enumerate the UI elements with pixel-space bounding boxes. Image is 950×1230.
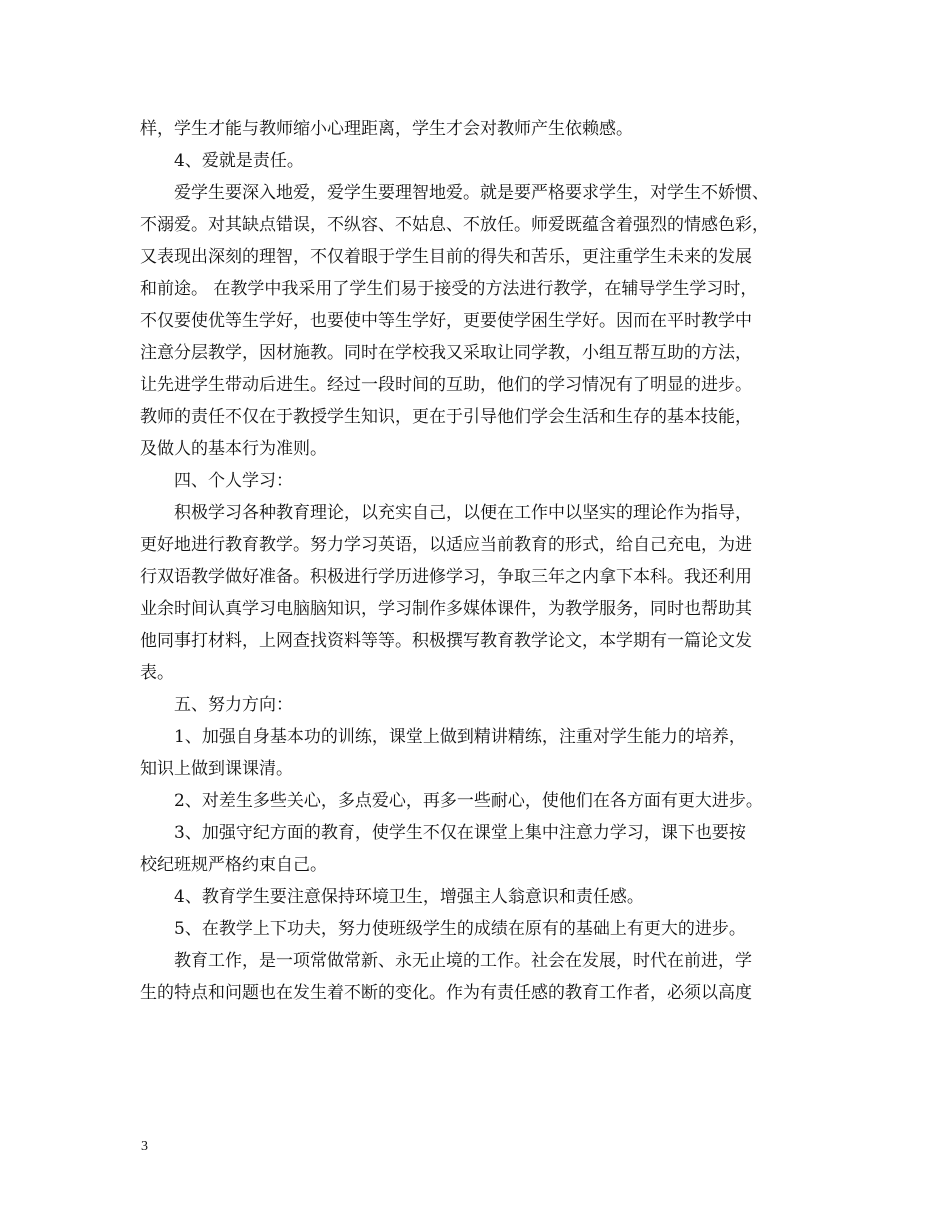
text-line: 又表现出深刻的理智，不仅着眼于学生目前的得失和苦乐，更注重学生未来的发展 <box>140 247 752 267</box>
text-line: 和前途。 在教学中我采用了学生们易于接受的方法进行教学，在辅导学生学习时， <box>140 279 758 299</box>
section-heading: 四、个人学习： <box>174 471 293 491</box>
body-text <box>140 113 820 1009</box>
text-line: 教师的责任不仅在于教授学生知识，更在于引导他们学会生活和生存的基本技能， <box>140 407 752 427</box>
text-line: 4、爱就是责任。 <box>174 151 304 171</box>
text-line: 他同事打材料，上网查找资料等等。积极撰写教育教学论文，本学期有一篇论文发 <box>140 631 752 651</box>
text-line: 行双语教学做好准备。积极进行学历进修学习，争取三年之内拿下本科。我还利用 <box>140 567 752 587</box>
text-line: 生的特点和问题也在发生着不断的变化。作为有责任感的教育工作者，必须以高度 <box>140 983 752 1003</box>
list-item: 1、加强自身基本功的训练，课堂上做到精讲精练，注重对学生能力的培养， <box>174 727 746 747</box>
text-line: 不仅要使优等生学好，也要使中等生学好，更要使学困生学好。因而在平时教学中 <box>140 311 752 331</box>
text-line: 校纪班规严格约束自己。 <box>140 855 327 875</box>
text-line: 表。 <box>140 663 174 683</box>
text-line: 知识上做到课课清。 <box>140 759 293 779</box>
text-line: 样，学生才能与教师缩小心理距离，学生才会对教师产生依赖感。 <box>140 119 633 139</box>
text-line: 不溺爱。对其缺点错误，不纵容、不姑息、不放任。师爱既蕴含着强烈的情感色彩， <box>140 215 769 235</box>
text-line: 业余时间认真学习电脑脑知识，学习制作多媒体课件，为教学服务，同时也帮助其 <box>140 599 752 619</box>
list-item: 5、在教学上下功夫，努力使班级学生的成绩在原有的基础上有更大的进步。 <box>174 919 746 939</box>
text-line: 注意分层教学，因材施教。同时在学校我又采取让同学教，小组互帮互助的方法， <box>140 343 752 363</box>
list-item: 2、对差生多些关心，多点爱心，再多一些耐心，使他们在各方面有更大进步。 <box>174 791 763 811</box>
text-line: 积极学习各种教育理论，以充实自己，以便在工作中以坚实的理论作为指导， <box>174 503 752 523</box>
text-line: 及做人的基本行为准则。 <box>140 439 327 459</box>
page-number: 3 <box>141 1139 148 1154</box>
text-line: 爱学生要深入地爱，爱学生要理智地爱。就是要严格要求学生，对学生不娇惯、 <box>174 183 769 203</box>
text-line: 更好地进行教育教学。努力学习英语，以适应当前教育的形式，给自己充电，为进 <box>140 535 752 555</box>
text-line: 教育工作，是一项常做常新、永无止境的工作。社会在发展，时代在前进，学 <box>174 951 752 971</box>
list-item: 3、加强守纪方面的教育，使学生不仅在课堂上集中注意力学习，课下也要按 <box>174 823 746 843</box>
list-item: 4、教育学生要注意保持环境卫生，增强主人翁意识和责任感。 <box>174 887 644 907</box>
section-heading: 五、努力方向： <box>174 695 293 715</box>
text-line: 让先进学生带动后进生。经过一段时间的互助，他们的学习情况有了明显的进步。 <box>140 375 752 395</box>
